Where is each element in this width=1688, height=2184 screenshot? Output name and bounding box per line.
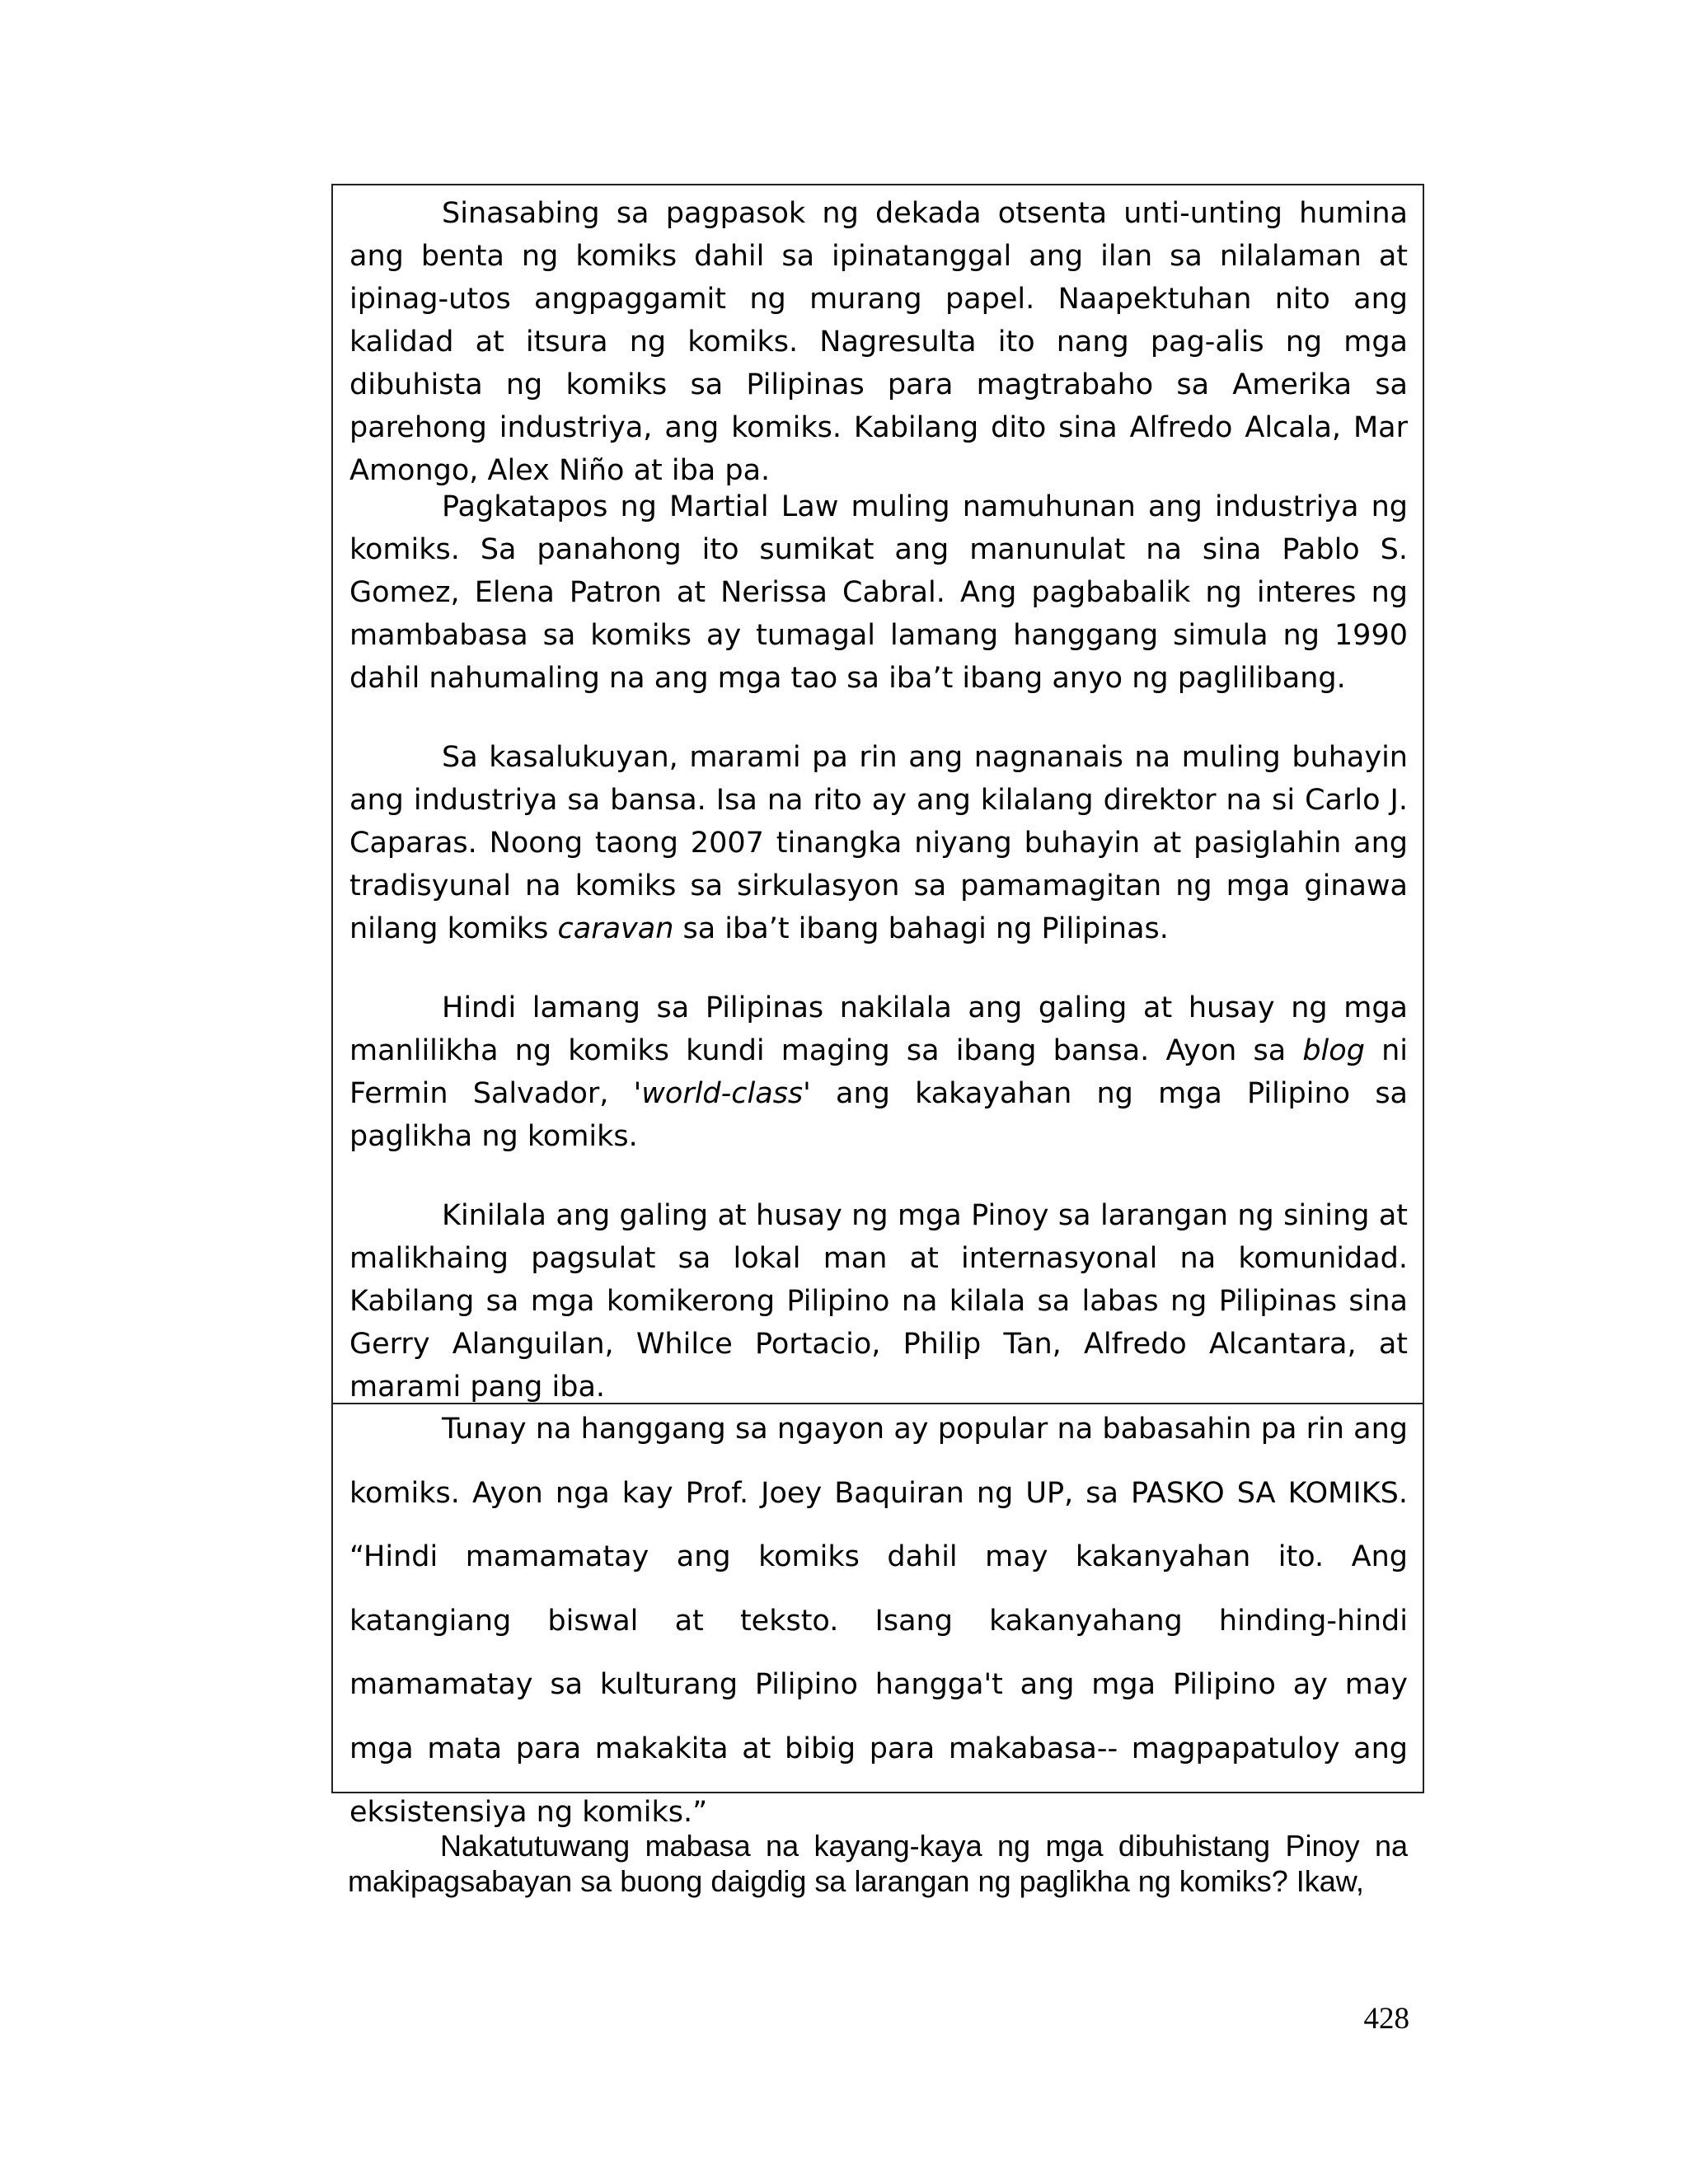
- text-box-quote: [331, 1403, 1424, 1829]
- paragraph-international: [349, 987, 1408, 1158]
- world-class-italic: world-class: [641, 1077, 804, 1110]
- paragraph-martial-law: Pagkatapos ng Martial Law muling namuhunan ang industriya ng komiks. Sa panahong ito sumikat ang manunulat na sina Pablo S. Gomez, Elena Patron at Nerissa Cabral. Ang pagbabalik ng interes ng mambabasa sa komiks ay tumagal lamang hanggang simula ng 1990 dahil nahumaling na ang mga tao sa iba’t ibang anyo ng paglilibang.: [349, 490, 1408, 695]
- international-text-1: Hindi lamang sa Pilipinas nakilala ang galing at husay ng mga manlilikha ng komiks kundi maging sa ibang bansa. Ayon sa: [349, 991, 1408, 1067]
- caravan-italic: caravan: [557, 912, 674, 945]
- international-text-3: ' ang kakayahan ng mga Pilipino sa paglikha ng komiks.: [349, 1077, 1408, 1153]
- page-number: 428: [1363, 2002, 1409, 2036]
- paragraph-decline: Sinasabing sa pagpasok ng dekada otsenta unti-unting humina ang benta ng komiks dahil sa ipinatanggal ang ilan sa nilalaman at ipinag-utos angpaggamit ng murang papel. Naapektuhan nito ang kalidad at itsura ng komiks. Nagresulta ito nang pag-alis ng mga dibuhista ng komiks sa Pilipinas para magtrabaho sa Amerika sa parehong industriya, ang komiks. Kabilang dito sina Alfredo Alcala, Mar Amongo, Alex Niño at iba pa.: [349, 197, 1408, 487]
- revival-text-after: sa iba’t ibang bahagi ng Pilipinas.: [673, 912, 1169, 945]
- international-text-2: ni Fermin Salvador, ': [349, 1034, 1408, 1110]
- paragraph-recognition: Kinilala ang galing at husay ng mga Pinoy sa larangan ng sining at malikhaing pagsulat sa lokal man at internasyonal na komunidad. Kabilang sa mga komikerong Pilipino na kilala sa labas ng Pilipinas sina Gerry Alanguilan, Whilce Portacio, Philip Tan, Alfredo Alcantara, at marami pang iba.: [349, 1199, 1408, 1404]
- text-box-history: [331, 184, 1424, 1404]
- revival-text-before: Sa kasalukuyan, marami pa rin ang nagnanais na muling buhayin ang industriya sa bansa. Isa na rito ay ang kilalang direktor na si Carlo J. Caparas. Noong taong 2007 tinangka niyang buhayin at pasiglahin ang tradisyunal na komiks sa sirkulasyon sa pamamagitan ng mga ginawa nilang komiks: [349, 741, 1408, 945]
- paragraph-revival: [349, 736, 1408, 950]
- closing-paragraph: Nakatutuwang mabasa na kayang-kaya ng mga dibuhistang Pinoy na makipagsabayan sa buong daigdig sa larangan ng paglikha ng komiks? Ikaw,: [348, 1829, 1408, 1898]
- blog-italic: blog: [1302, 1034, 1365, 1067]
- paragraph-quote: Tunay na hanggang sa ngayon ay popular na babasahin pa rin ang komiks. Ayon nga kay Prof. Joey Baquiran ng UP, sa PASKO SA KOMIKS. “Hindi mamamatay ang komiks dahil may kakanyahan ito. Ang katangiang biswal at teksto. Isang kakanyahang hinding-hindi mamamatay sa kulturang Pilipino hangga't ang mga Pilipino ay may mga mata para makakita at bibig para makabasa-- magpapatuloy ang eksistensiya ng komiks.”: [349, 1413, 1408, 1829]
